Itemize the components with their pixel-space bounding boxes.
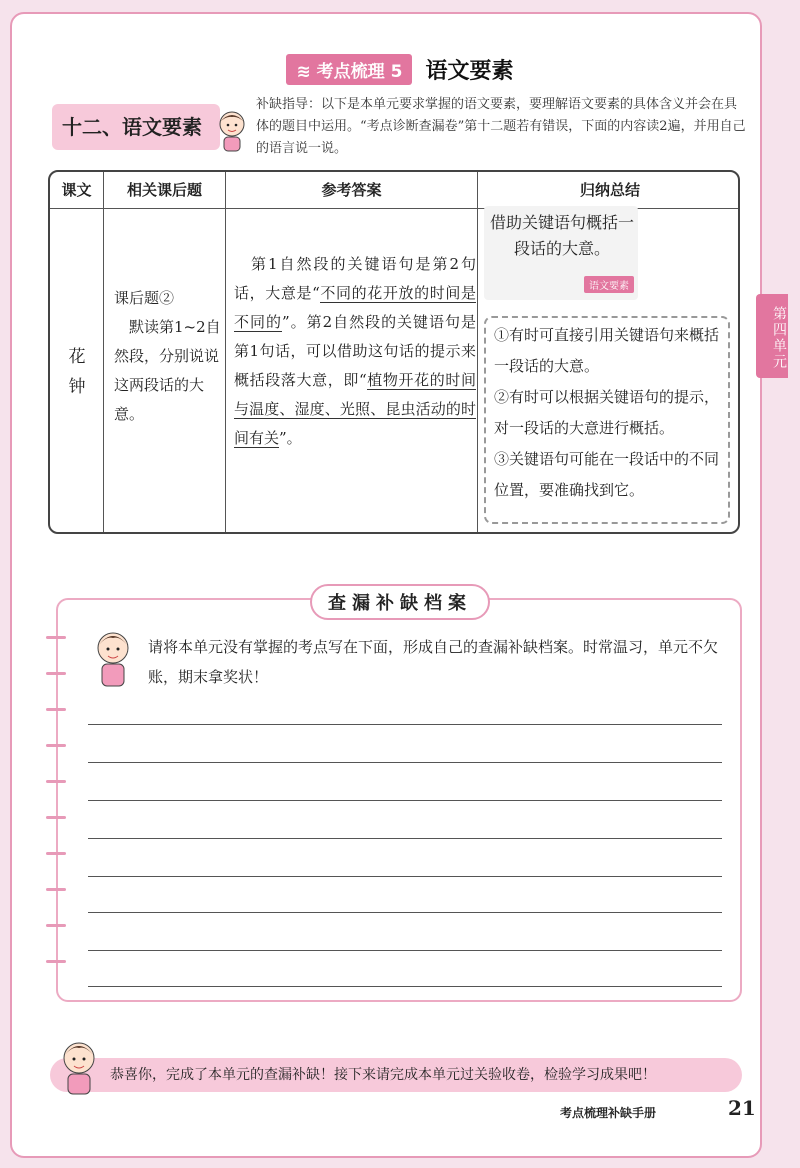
- writing-line[interactable]: [88, 724, 722, 725]
- writing-line[interactable]: [88, 912, 722, 913]
- writing-line[interactable]: [88, 986, 722, 987]
- binder-tick: [46, 960, 66, 963]
- page-title: 语文要素: [425, 59, 514, 84]
- lesson-name: 花 钟: [68, 347, 86, 397]
- topic-badge: ≋ 考点梳理 5: [286, 54, 412, 85]
- girl-illustration: [90, 626, 136, 688]
- page-header: [0, 54, 800, 85]
- header-question: 相关课后题: [104, 172, 226, 208]
- writing-line[interactable]: [88, 800, 722, 801]
- footer-title: 考点梳理补缺手册: [560, 1106, 657, 1120]
- answer-cell: [234, 250, 476, 453]
- check-title: 查漏补缺档案: [310, 584, 490, 620]
- congrats-text: 恭喜你，完成了本单元的查漏补缺！接下来请完成本单元过关验收卷，检验学习成果吧！: [110, 1067, 656, 1083]
- column-divider: [225, 208, 226, 534]
- binder-tick: [46, 708, 66, 711]
- binder-tick: [46, 816, 66, 819]
- unit-side-tab: 第四单元: [756, 294, 788, 378]
- check-title-wrap: [0, 584, 800, 620]
- answer-text: ”。: [279, 429, 302, 447]
- answer-underline: 不同的花开放的时间是不同的: [234, 284, 476, 331]
- summary-title: 借助关键语句概括一段话的大意。: [489, 213, 634, 258]
- guide-text: 补缺指导：以下是本单元要求掌握的语文要素，要理解语文要素的具体含义并会在具体的题目中运用。“考点诊断查漏卷”第十二题若有错误，下面的内容读2遍，并用自己的语言说一说。: [256, 97, 746, 156]
- section-label: 十二、语文要素: [52, 104, 220, 150]
- header-lesson: 课文: [50, 172, 104, 208]
- binder-tick: [46, 780, 66, 783]
- answer-underline: 植物开花的时间与温度、湿度、光照、昆虫活动的时间有关: [234, 371, 476, 447]
- check-instructions: 请将本单元没有掌握的考点写在下面，形成自己的查漏补缺档案。时常温习，单元不欠账，期末拿奖状！: [148, 638, 719, 686]
- writing-line[interactable]: [88, 876, 722, 877]
- page-number: 21: [728, 1096, 756, 1120]
- binder-tick: [46, 924, 66, 927]
- binder-tick: [46, 672, 66, 675]
- binder-tick: [46, 636, 66, 639]
- answer-text: 第1自然段的关键语句是第2句话，大意是“: [234, 255, 476, 302]
- writing-line[interactable]: [88, 838, 722, 839]
- summary-points: ①有时可直接引用关键语句来概括一段话的大意。 ②有时可以根据关键语句的提示，对一段话的大意进行概括。 ③关键语句可能在一段话中的不同位置，要准确找到它。: [494, 326, 720, 499]
- binder-tick: [46, 852, 66, 855]
- girl-illustration: [56, 1036, 102, 1096]
- summary-tag: 语文要素: [584, 276, 634, 293]
- writing-line[interactable]: [88, 950, 722, 951]
- column-divider: [477, 208, 478, 534]
- writing-line[interactable]: [88, 762, 722, 763]
- girl-illustration: [214, 108, 250, 152]
- question-cell: 课后题② 默读第1~2自然段，分别说说这两段话的大意。: [114, 289, 221, 423]
- answer-text: ”。第2自然段的关键语句是第1句话，可以借助这句话的提示来概括段落大意，即“: [234, 313, 476, 389]
- header-answer: 参考答案: [226, 172, 478, 208]
- binder-tick: [46, 888, 66, 891]
- header-summary: 归纳总结: [579, 181, 640, 199]
- binder-tick: [46, 744, 66, 747]
